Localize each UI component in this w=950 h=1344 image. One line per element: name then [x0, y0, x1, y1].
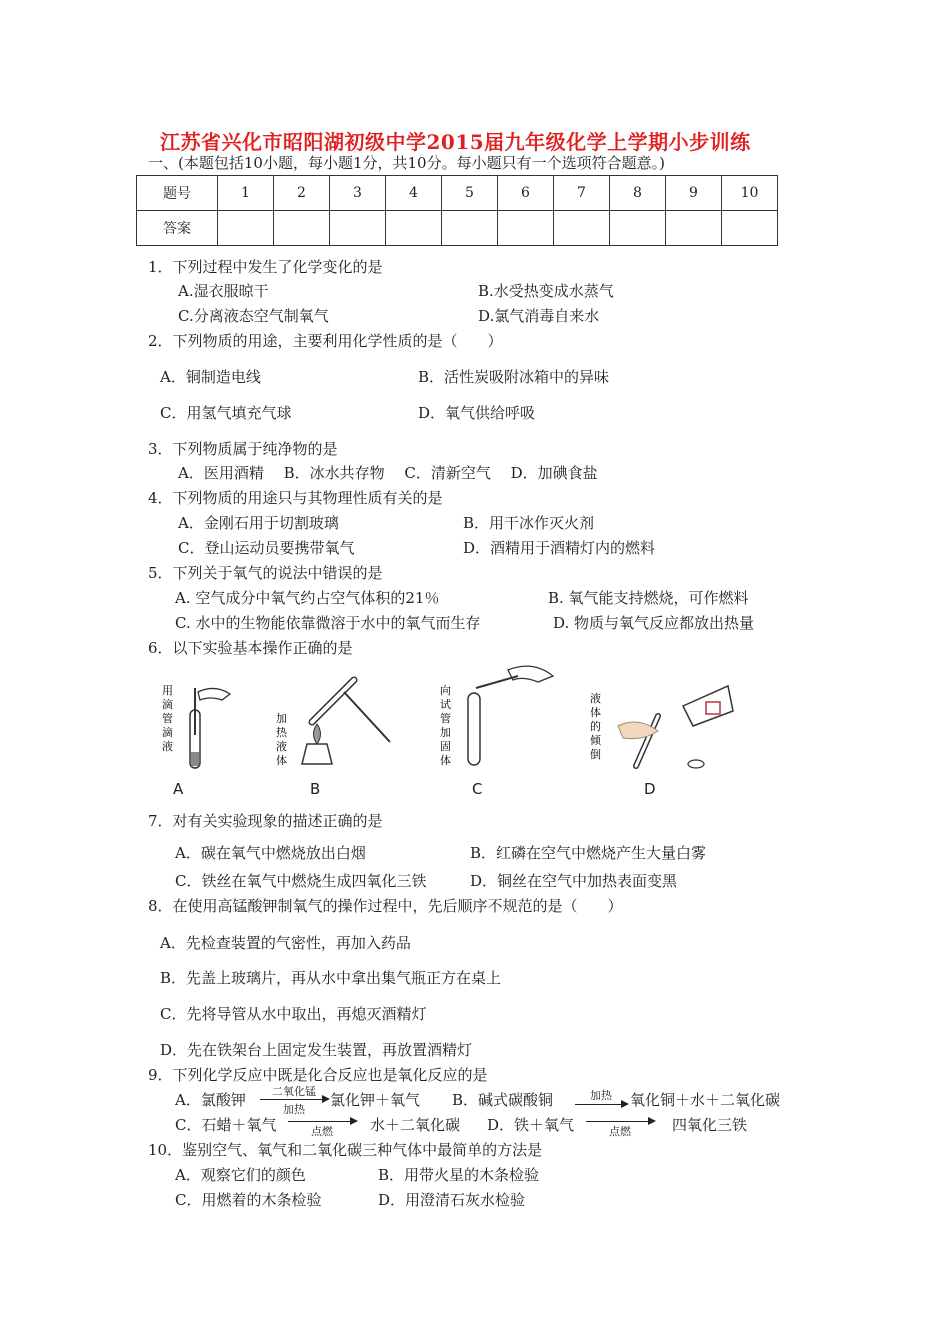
q8-option-a: A．先检查装置的气密性，再加入药品 — [160, 934, 411, 952]
table-row — [137, 211, 778, 246]
fig-a-label-4: 滴 — [162, 726, 173, 739]
q2-option-b: B．活性炭吸附冰箱中的异味 — [418, 368, 610, 386]
table-cell: 2 — [274, 176, 330, 211]
answer-table — [136, 175, 778, 246]
question-3-stem: 3．下列物质属于纯净物的是 — [148, 440, 338, 458]
q9-option-a-product: 氯化钾＋氧气 — [330, 1091, 421, 1109]
svg-text:加: 加 — [440, 726, 451, 739]
q8-option-d: D．先在铁架台上固定发生装置，再放置酒精灯 — [160, 1041, 473, 1059]
table-row — [137, 176, 778, 211]
answer-cell[interactable] — [666, 211, 722, 246]
q9-option-b-reactant: B．碱式碳酸铜 — [452, 1091, 554, 1109]
q7-option-a: A．碳在氧气中燃烧放出白烟 — [175, 844, 366, 862]
question-2-stem: 2．下列物质的用途，主要利用化学性质的是（ ） — [148, 332, 503, 350]
table-cell: 8 — [610, 176, 666, 211]
answer-cell[interactable] — [498, 211, 554, 246]
table-cell: 6 — [498, 176, 554, 211]
question-5-stem: 5．下列关于氧气的说法中错误的是 — [148, 564, 383, 582]
q9-c-condition-bottom: 点燃 — [311, 1125, 333, 1138]
svg-text:加: 加 — [276, 712, 287, 725]
q9-option-b-product: 氧化铜＋水＋二氧化碳 — [630, 1091, 781, 1109]
q7-option-b: B．红磷在空气中燃烧产生大量白雾 — [470, 844, 707, 862]
answer-cell[interactable] — [218, 211, 274, 246]
fig-a-label-5: 液 — [162, 740, 173, 753]
q10-option-a: A．观察它们的颜色 — [175, 1166, 306, 1184]
q1-option-a: A.湿衣服晾干 — [178, 282, 269, 300]
q5-option-a: A. 空气成分中氧气约占空气体积的21％ — [175, 589, 440, 607]
q9-c-arrow — [288, 1108, 356, 1136]
fig-a-label-2: 滴 — [162, 698, 173, 711]
svg-text:的: 的 — [590, 720, 601, 733]
question-9-stem: 9．下列化学反应中既是化合反应也是氧化反应的是 — [148, 1066, 488, 1084]
svg-text:倒: 倒 — [590, 748, 601, 761]
figure-b-heating — [272, 672, 397, 772]
question-4-stem: 4．下列物质的用途只与其物理性质有关的是 — [148, 489, 443, 507]
q8-option-c: C．先将导管从水中取出，再熄灭酒精灯 — [160, 1005, 427, 1023]
svg-text:液: 液 — [590, 692, 601, 705]
q9-d-arrow — [586, 1108, 654, 1136]
q4-option-a: A．金刚石用于切割玻璃 — [178, 514, 339, 532]
question-10-stem: 10．鉴别空气、氧气和二氧化碳三种气体中最简单的方法是 — [148, 1141, 543, 1159]
svg-text:液: 液 — [276, 740, 287, 753]
svg-text:向: 向 — [440, 684, 451, 697]
q2-option-d: D．氧气供给呼吸 — [418, 404, 536, 422]
table-cell: 9 — [666, 176, 722, 211]
svg-text:体: 体 — [590, 706, 601, 719]
q9-option-c-reactant: C．石蜡＋氧气 — [175, 1116, 277, 1134]
q9-option-c-product: 水＋二氧化碳 — [370, 1116, 461, 1134]
section-heading: 一、(本题包括10小题，每小题1分，共10分。每小题只有一个选项符合题意。) — [148, 154, 665, 172]
fig-a-label-3: 管 — [162, 712, 173, 725]
svg-text:试: 试 — [440, 698, 451, 711]
table-cell: 3 — [330, 176, 386, 211]
q9-a-condition-top: 二氧化锰 — [272, 1085, 316, 1098]
figure-a-dropper — [160, 680, 240, 775]
svg-text:固: 固 — [440, 740, 451, 753]
svg-text:管: 管 — [440, 712, 451, 725]
q3-options: A．医用酒精 B．冰水共存物 C．清新空气 D．加碘食盐 — [178, 464, 598, 482]
figure-a-caption: A — [173, 780, 184, 798]
question-8-stem: 8．在使用高锰酸钾制氧气的操作过程中，先后顺序不规范的是（ ） — [148, 897, 623, 915]
q10-option-b: B．用带火星的木条检验 — [378, 1166, 540, 1184]
q9-b-condition-top: 加热 — [590, 1089, 612, 1102]
table-header: 题号 — [137, 176, 218, 211]
answer-cell[interactable] — [442, 211, 498, 246]
q5-option-d: D. 物质与氧气反应都放出热量 — [553, 614, 755, 632]
figure-c-adding-solid — [438, 658, 558, 768]
table-cell: 4 — [386, 176, 442, 211]
answer-cell[interactable] — [386, 211, 442, 246]
q5-option-b: B. 氧气能支持燃烧，可作燃料 — [548, 589, 749, 607]
q9-a-condition-bottom: 加热 — [283, 1103, 305, 1116]
q4-option-b: B．用干冰作灭火剂 — [463, 514, 595, 532]
q7-option-d: D．铜丝在空气中加热表面变黑 — [470, 872, 678, 890]
question-1-stem: 1．下列过程中发生了化学变化的是 — [148, 258, 383, 276]
q9-option-d-reactant: D．铁＋氧气 — [487, 1116, 575, 1134]
q8-option-b: B．先盖上玻璃片，再从水中拿出集气瓶正方在桌上 — [160, 969, 502, 987]
table-cell: 10 — [722, 176, 778, 211]
svg-text:倾: 倾 — [590, 734, 601, 747]
q1-option-b: B.水受热变成水蒸气 — [478, 282, 614, 300]
figure-c-caption: C — [472, 780, 483, 798]
table-header: 答案 — [137, 211, 218, 246]
svg-text:热: 热 — [276, 726, 287, 739]
table-cell: 1 — [218, 176, 274, 211]
page-title: 江苏省兴化市昭阳湖初级中学2015届九年级化学上学期小步训练 — [160, 130, 751, 154]
fig-a-label-1: 用 — [162, 684, 173, 697]
answer-cell[interactable] — [610, 211, 666, 246]
svg-text:体: 体 — [276, 754, 287, 767]
q4-option-c: C．登山运动员要携带氧气 — [178, 539, 355, 557]
table-cell: 7 — [554, 176, 610, 211]
svg-text:体: 体 — [440, 754, 451, 767]
q7-option-c: C．铁丝在氧气中燃烧生成四氧化三铁 — [175, 872, 427, 890]
question-6-stem: 6．以下实验基本操作正确的是 — [148, 639, 353, 657]
answer-cell[interactable] — [274, 211, 330, 246]
answer-cell[interactable] — [722, 211, 778, 246]
table-cell: 5 — [442, 176, 498, 211]
answer-cell[interactable] — [554, 211, 610, 246]
q2-option-a: A．铜制造电线 — [160, 368, 261, 386]
q9-d-condition-bottom: 点燃 — [609, 1125, 631, 1138]
q1-option-d: D.氯气消毒自来水 — [478, 307, 600, 325]
q5-option-c: C. 水中的生物能依靠微溶于水中的氧气而生存 — [175, 614, 481, 632]
q10-option-d: D．用澄清石灰水检验 — [378, 1191, 526, 1209]
question-7-stem: 7．对有关实验现象的描述正确的是 — [148, 812, 383, 830]
q9-option-a-reactant: A．氯酸钾 — [175, 1091, 246, 1109]
q1-option-c: C.分离液态空气制氧气 — [178, 307, 329, 325]
q4-option-d: D．酒精用于酒精灯内的燃料 — [463, 539, 656, 557]
figure-d-caption: D — [644, 780, 656, 798]
q2-option-c: C．用氢气填充气球 — [160, 404, 292, 422]
q9-option-d-product: 四氧化三铁 — [672, 1116, 748, 1134]
q10-option-c: C．用燃着的木条检验 — [175, 1191, 322, 1209]
figure-d-pouring — [588, 676, 738, 776]
answer-cell[interactable] — [330, 211, 386, 246]
figure-b-caption: B — [310, 780, 321, 798]
